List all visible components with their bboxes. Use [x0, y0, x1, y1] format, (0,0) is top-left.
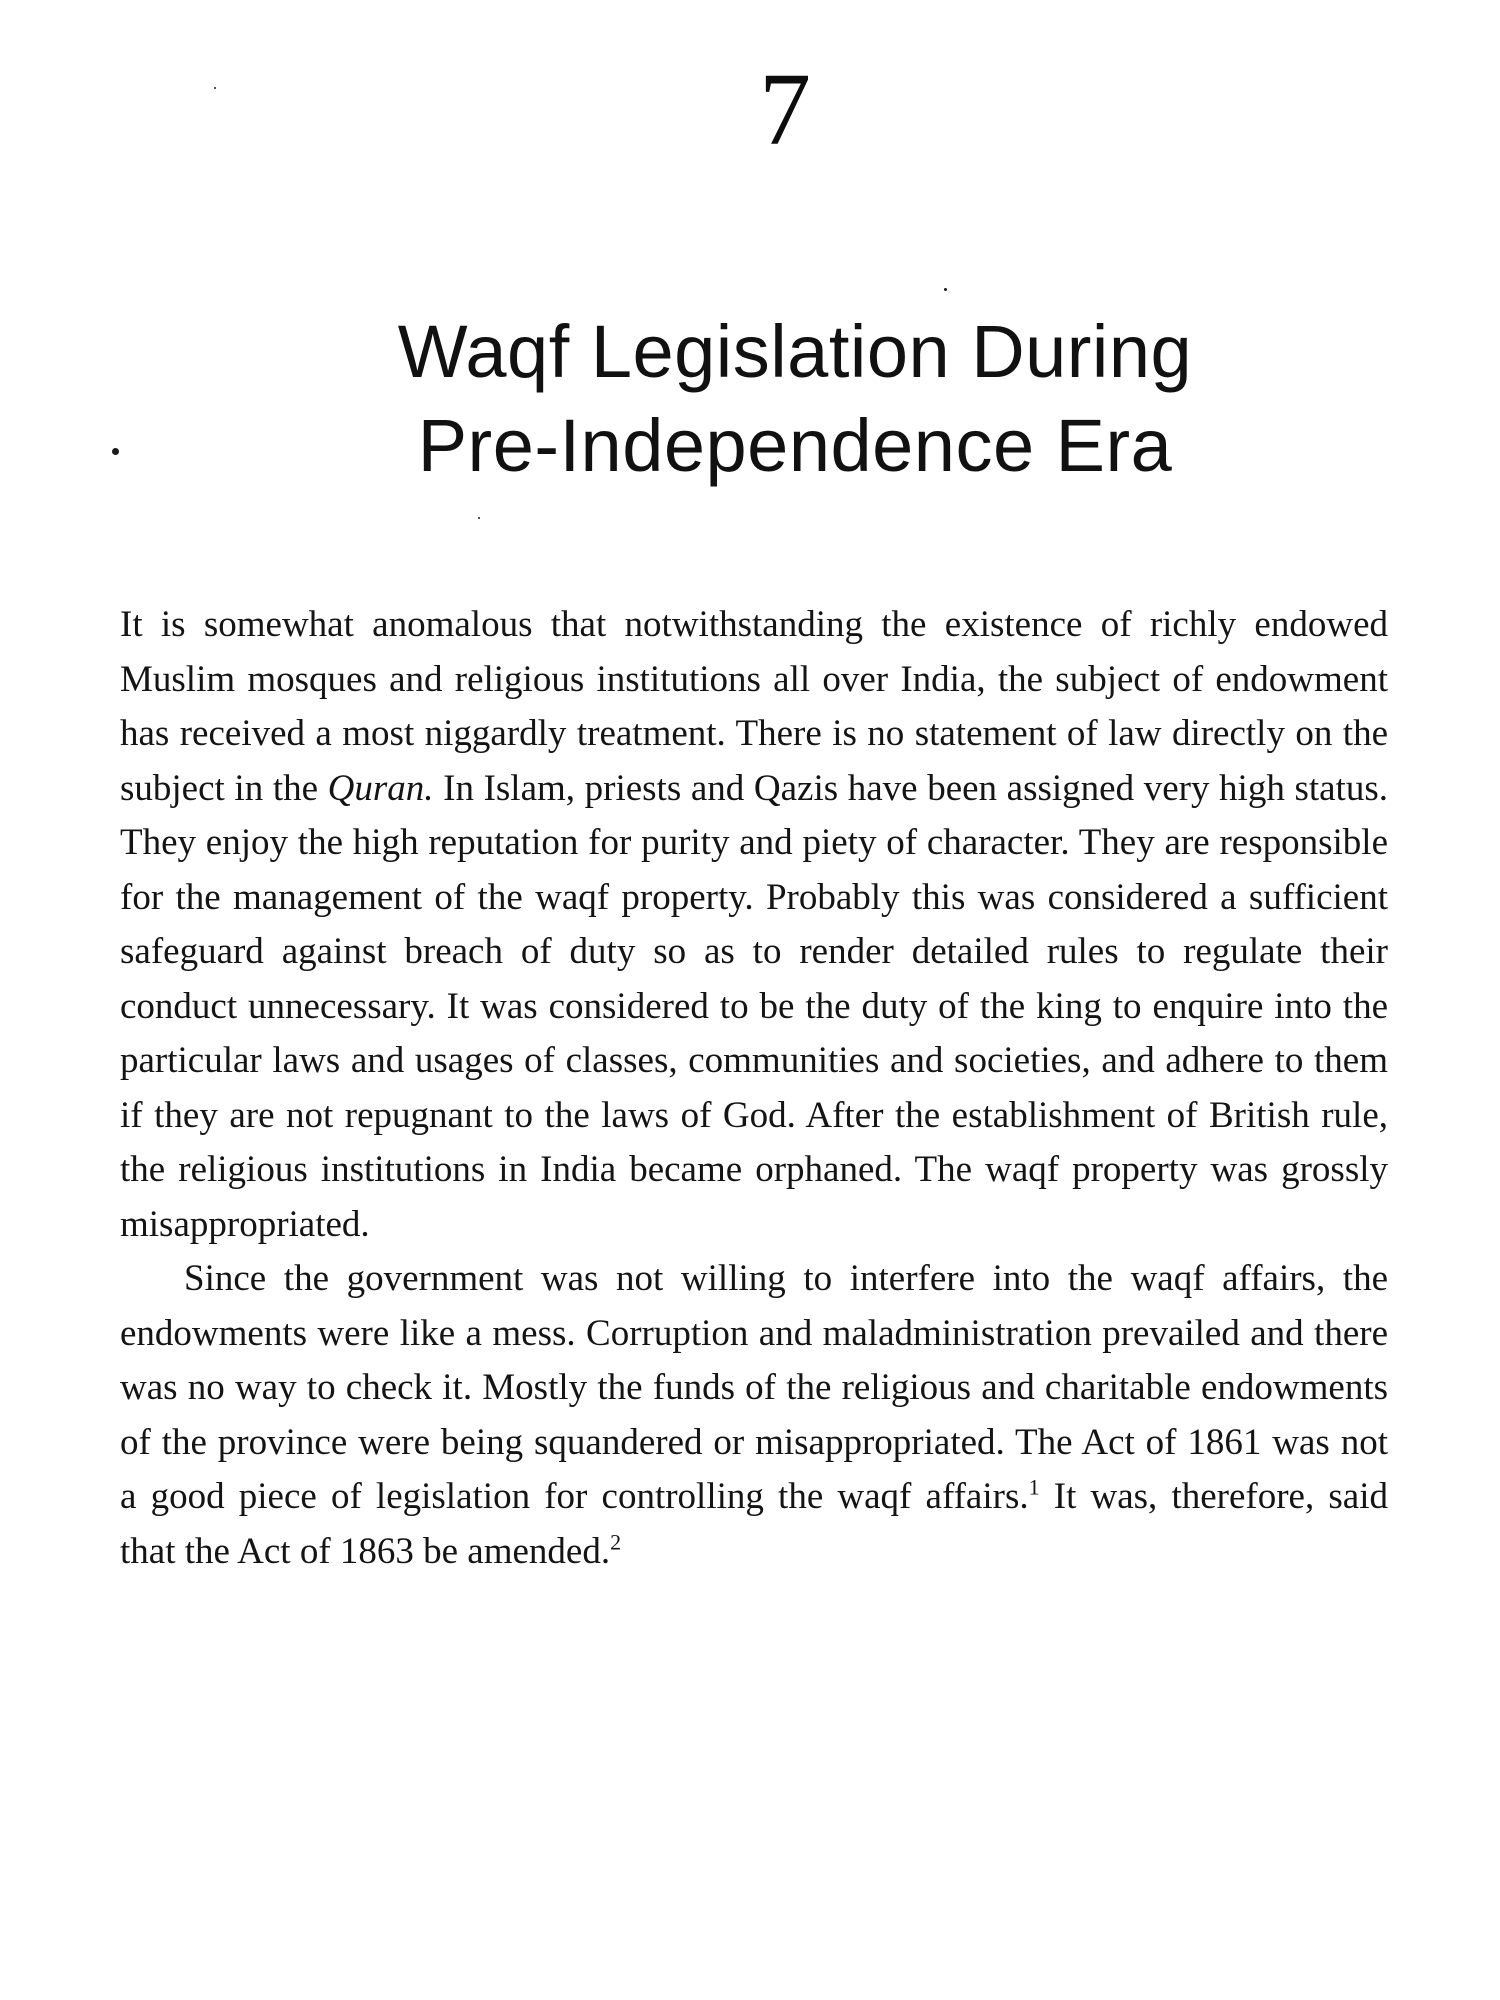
chapter-title-line-1: Waqf Legislation During	[397, 310, 1193, 393]
paragraph-1-text-end: In Islam, priests and Qazis have been assigned very high status. They enjoy the high reputation for purity and piety of character. They are responsible for the management of the waqf property. Probably this was considered a sufficient safeguard against breach of duty so as to render detailed rules to regulate their conduct unnecessary. It was considered to be the duty of the king to enquire into the particular laws and usages of classes, communities and societies, and adhere to them if they are not repugnant to the laws of God. After the establishment of British rule, the religious institutions in India became orphaned. The waqf property was grossly misappropriated.	[120, 767, 1388, 1245]
chapter-number: 7	[759, 52, 811, 167]
scan-speck	[478, 517, 480, 519]
paragraph-1-text-start: It is somewhat anomalous that notwithstanding the existence of richly endowed Muslim mosques and religious institutions all over India, the subject of endowment has received a most niggardly treatment. There is no statement of law directly on the subject in the	[120, 604, 1388, 809]
paragraph-1	[120, 598, 1388, 1252]
chapter-body	[120, 598, 1388, 1579]
chapter-title-line-2: Pre-Independence Era	[417, 404, 1173, 487]
paragraph-2	[120, 1252, 1388, 1579]
scan-speck	[214, 87, 216, 89]
paragraph-2-text-end: It was, therefore, said that the Act of 1863 be amended.	[120, 1476, 1388, 1572]
paragraph-2-text-start: Since the government was not willing to interfere into the waqf affairs, the endowments were like a mess. Corruption and maladministration prevailed and there was no way to check it. Mostly the funds of the religious and charitable endowments of the province were being squandered or misappropriated. The Act of 1861 was not a good piece of legislation for controlling the waqf affairs.	[120, 1258, 1388, 1517]
footnote-ref-2: 2	[610, 1529, 622, 1555]
scan-speck	[112, 448, 119, 455]
scan-speck	[944, 288, 947, 291]
quran-italic: Quran.	[327, 767, 434, 809]
chapter-title	[0, 305, 1500, 493]
footnote-ref-1: 1	[1028, 1474, 1040, 1500]
